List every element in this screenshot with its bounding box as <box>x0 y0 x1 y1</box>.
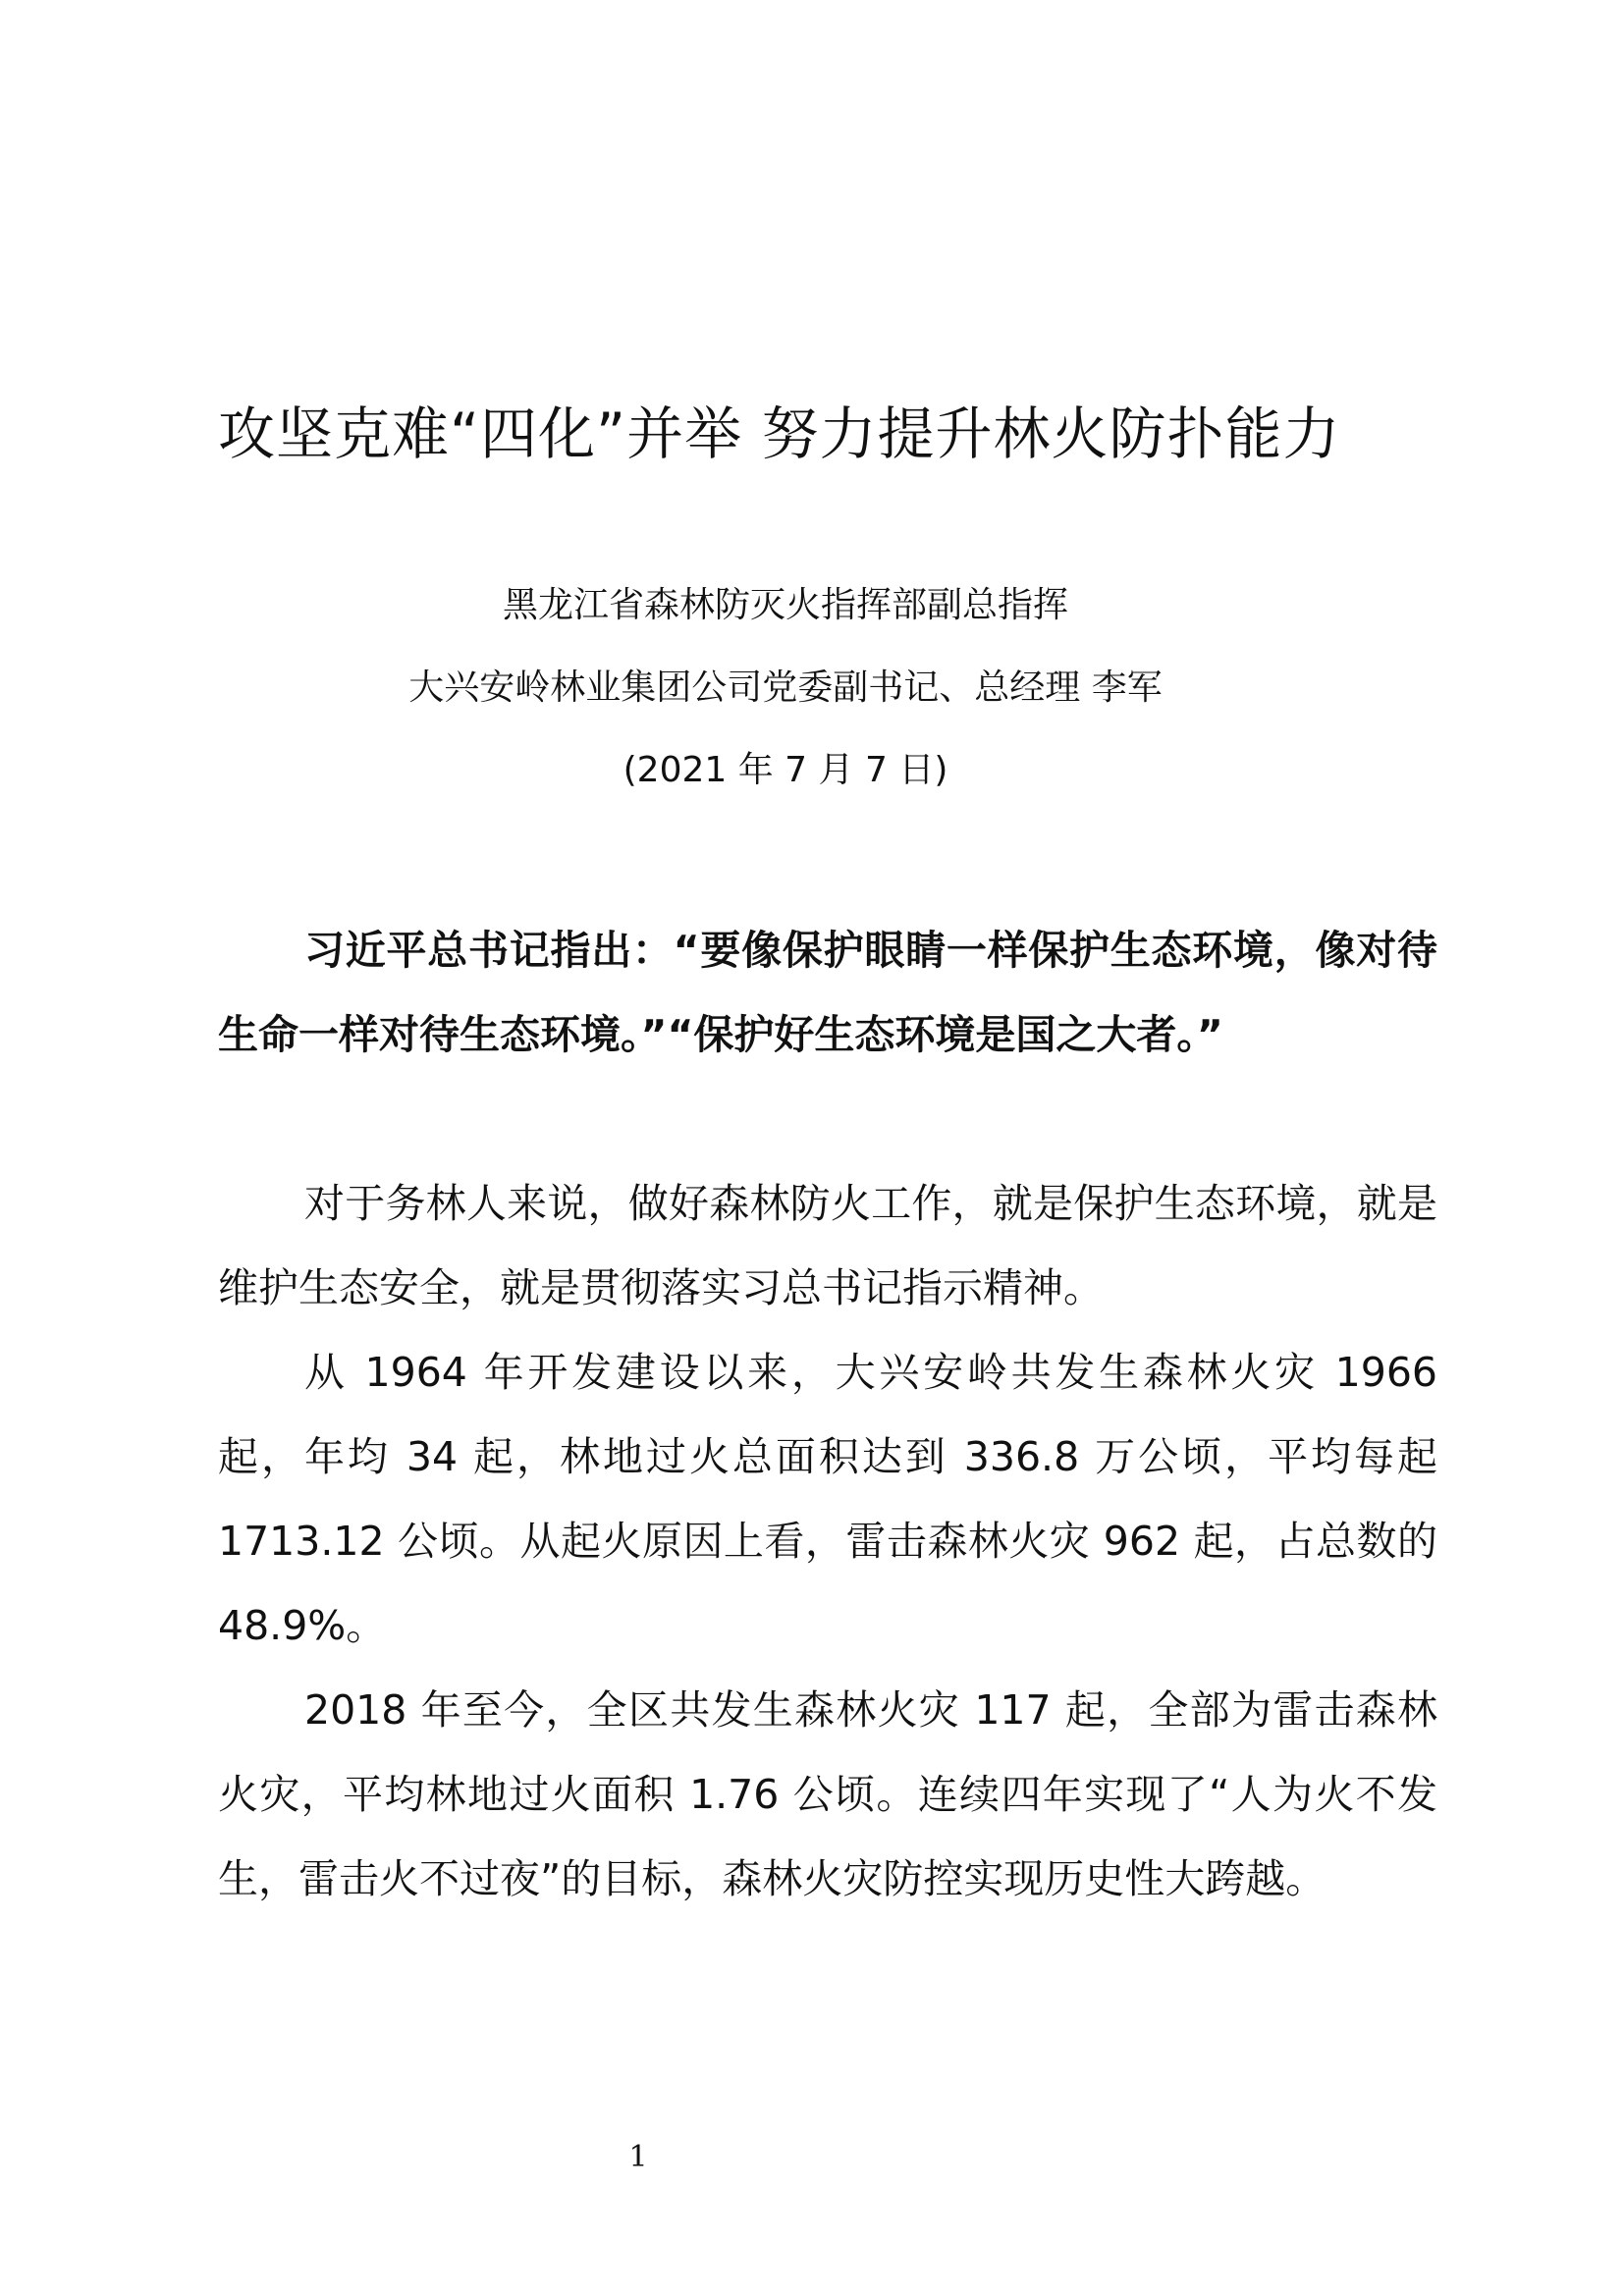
body-paragraph-3: 2018 年至今，全区共发生森林火灾 117 起，全部为雷击森林火灾，平均林地过火面积 1.76 公顷。连续四年实现了“人为火不发生，雷击火不过夜”的目标，森林火灾防控实现历史性大跨越。 <box>218 1686 1437 1902</box>
page-number: 1 <box>628 2140 648 2174</box>
author-name-title: 大兴安岭林业集团公司党委副书记、总经理 李军 <box>408 667 1163 708</box>
body-paragraph-2: 从 1964 年开发建设以来，大兴安岭共发生森林火灾 1966 起，年均 34 起，林地过火总面积达到 336.8 万公顷，平均每起 1713.12 公顷。从起火原因上看，雷击森林火灾 962 起，占总数的 48.9%。 <box>218 1349 1437 1649</box>
document-date: (2021 年 7 月 7 日) <box>623 750 948 790</box>
body-paragraph-1: 对于务林人来说，做好森林防火工作，就是保护生态环境，就是维护生态安全，就是贯彻落实习总书记指示精神。 <box>218 1180 1437 1311</box>
quote-paragraph: 习近平总书记指出：“要像保护眼睛一样保护生态环境，像对待生命一样对待生态环境。”“保护好生态环境是国之大者。” <box>218 927 1437 1058</box>
document-title: 攻坚克难“四化”并举 努力提升林火防扑能力 <box>218 400 1341 467</box>
author-position: 黑龙江省森林防灭火指挥部副总指挥 <box>502 585 1068 625</box>
